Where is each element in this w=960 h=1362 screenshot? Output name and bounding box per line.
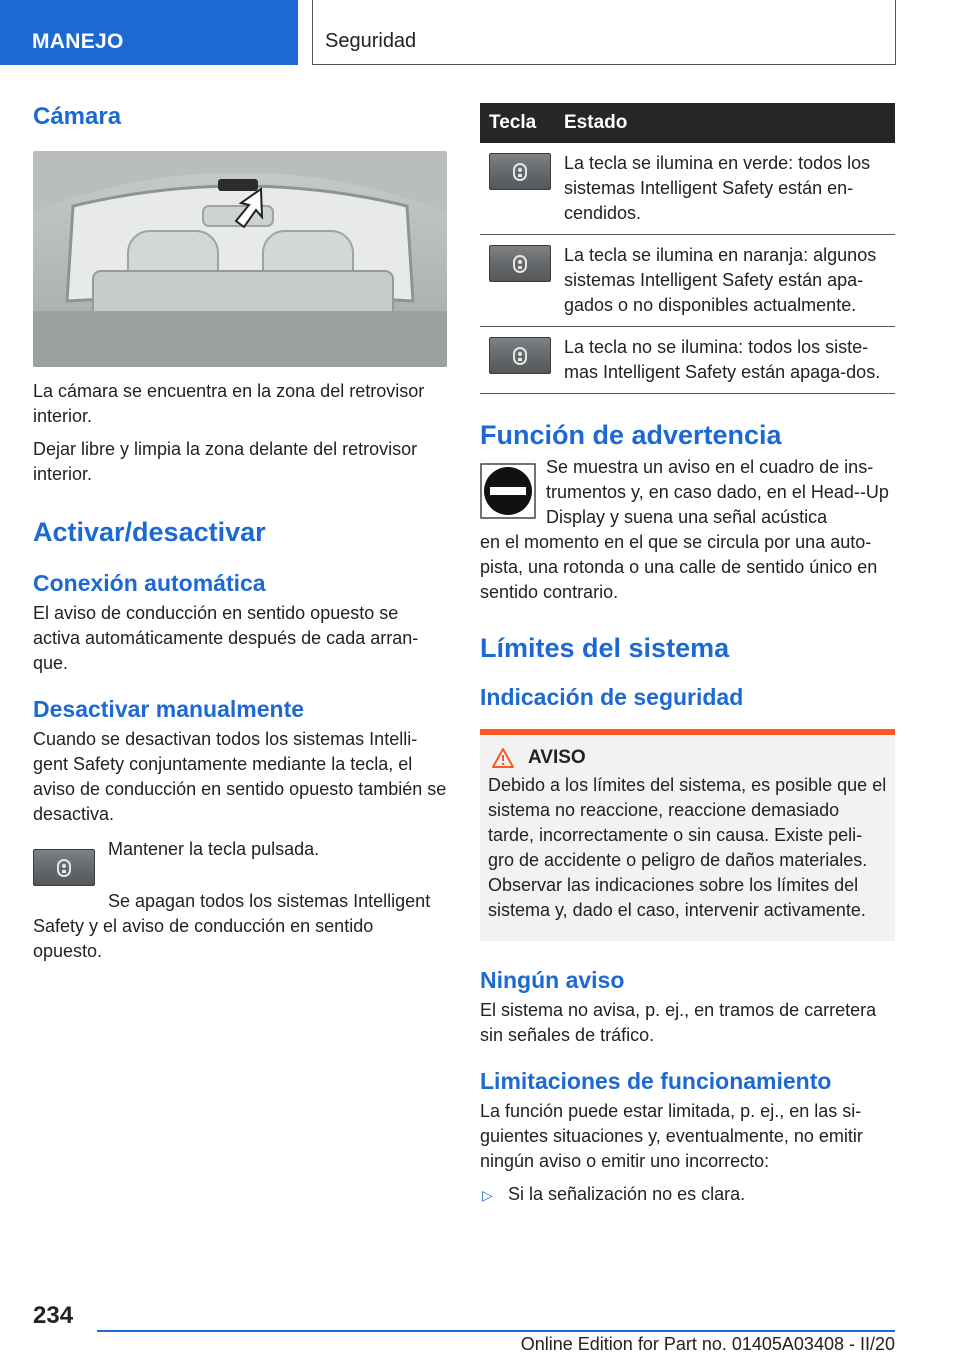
warning-text: Debido a los límites del sistema, es posible que el sistema no reaccione, reaccione demasiado tarde, incorrectamente o sin causa. Existe peli-gro de accidente o peligro de daños materiales. Observar las indicaciones sobre los límites del sistema y, dado el caso, intervenir activamente. xyxy=(488,775,887,920)
warning-box xyxy=(480,729,895,941)
conexion-text: El aviso de conducción en sentido opuesto se activa automáticamente después de cada arran-que. xyxy=(33,603,419,673)
key-green-icon xyxy=(489,153,551,190)
left-column xyxy=(33,100,447,964)
rear-window-camera-photo xyxy=(33,151,447,367)
table-row xyxy=(480,327,895,394)
camara-heading: Cámara xyxy=(33,103,122,130)
funcion-text-1: Se muestra un aviso en el cuadro de ins-trumentos y, en caso dado, en el Head-‑Up Display y suena una señal acústica xyxy=(546,457,889,527)
table-header-estado: Estado xyxy=(563,103,895,143)
section-tab xyxy=(0,0,298,65)
funcion-text-2: en el momento en el que se circula por una auto-pista, una rotonda o una calle de sentido único en sentido contrario. xyxy=(480,532,878,602)
funcion-heading: Función de advertencia xyxy=(480,420,782,450)
desactivar-heading: Desactivar manualmente xyxy=(33,696,305,722)
ningun-heading: Ningún aviso xyxy=(480,967,625,993)
page-number: 234 xyxy=(33,1302,74,1329)
key-step xyxy=(33,835,447,891)
warning-title: AVISO xyxy=(528,747,586,768)
table-row xyxy=(480,235,895,327)
activar-heading: Activar/desactivar xyxy=(33,517,266,547)
table-cell-status: La tecla se ilumina en naranja: algunos sistemas Intelligent Safety están apa-gados o no disponibles actualmente. xyxy=(563,235,895,327)
chapter-header xyxy=(312,0,896,65)
table-header-tecla: Tecla xyxy=(480,103,563,143)
mantener-text: Mantener la tecla pulsada. xyxy=(108,839,320,859)
right-column xyxy=(480,103,895,1208)
no-entry-icon xyxy=(480,463,536,519)
limites-heading: Límites del sistema xyxy=(480,633,730,663)
chapter-title: Seguridad xyxy=(325,30,417,52)
warning-triangle-icon xyxy=(492,748,514,768)
se-apagan-text: Se apagan todos los sistemas Intelligent Safety y el aviso de conducción en sentido opuesto. xyxy=(33,891,431,961)
list-item xyxy=(480,1182,895,1208)
section-label: MANEJO xyxy=(32,30,124,53)
limitaciones-text: La función puede estar limitada, p. ej., en las si-guientes situaciones y, eventualmente, no emitir ningún aviso o emitir uno incorrecto: xyxy=(480,1101,863,1171)
footer-edition: Online Edition for Part no. 01405A03408 - II/20 xyxy=(520,1334,895,1354)
limitaciones-heading: Limitaciones de funcionamiento xyxy=(480,1068,832,1094)
conexion-heading: Conexión automática xyxy=(33,570,266,596)
footer-rule xyxy=(97,1330,895,1332)
indicacion-heading: Indicación de seguridad xyxy=(480,684,744,710)
bullet-text: Si la señalización no es clara. xyxy=(508,1184,746,1204)
camara-text-1: La cámara se encuentra en la zona del retrovisor interior. xyxy=(33,381,425,426)
table-cell-status: La tecla no se ilumina: todos los siste-mas Intelligent Safety están apaga-dos. xyxy=(563,327,895,394)
funcion-block xyxy=(480,455,895,530)
table-row xyxy=(480,143,895,235)
key-status-table xyxy=(480,103,895,394)
key-orange-icon xyxy=(489,245,551,282)
camara-text-2: Dejar libre y limpia la zona delante del retrovisor interior. xyxy=(33,439,418,484)
intelligent-safety-key-icon xyxy=(33,849,95,886)
desactivar-text: Cuando se desactivan todos los sistemas Intelli-gent Safety conjuntamente mediante la tecla, el aviso de conducción en sentido opuesto también se desactiva. xyxy=(33,729,447,824)
bullet-triangle-icon: ▷ xyxy=(482,1187,493,1203)
table-cell-status: La tecla se ilumina en verde: todos los sistemas Intelligent Safety están en-cendidos. xyxy=(563,143,895,235)
ningun-text: El sistema no avisa, p. ej., en tramos de carretera sin señales de tráfico. xyxy=(480,1000,877,1045)
key-off-icon xyxy=(489,337,551,374)
